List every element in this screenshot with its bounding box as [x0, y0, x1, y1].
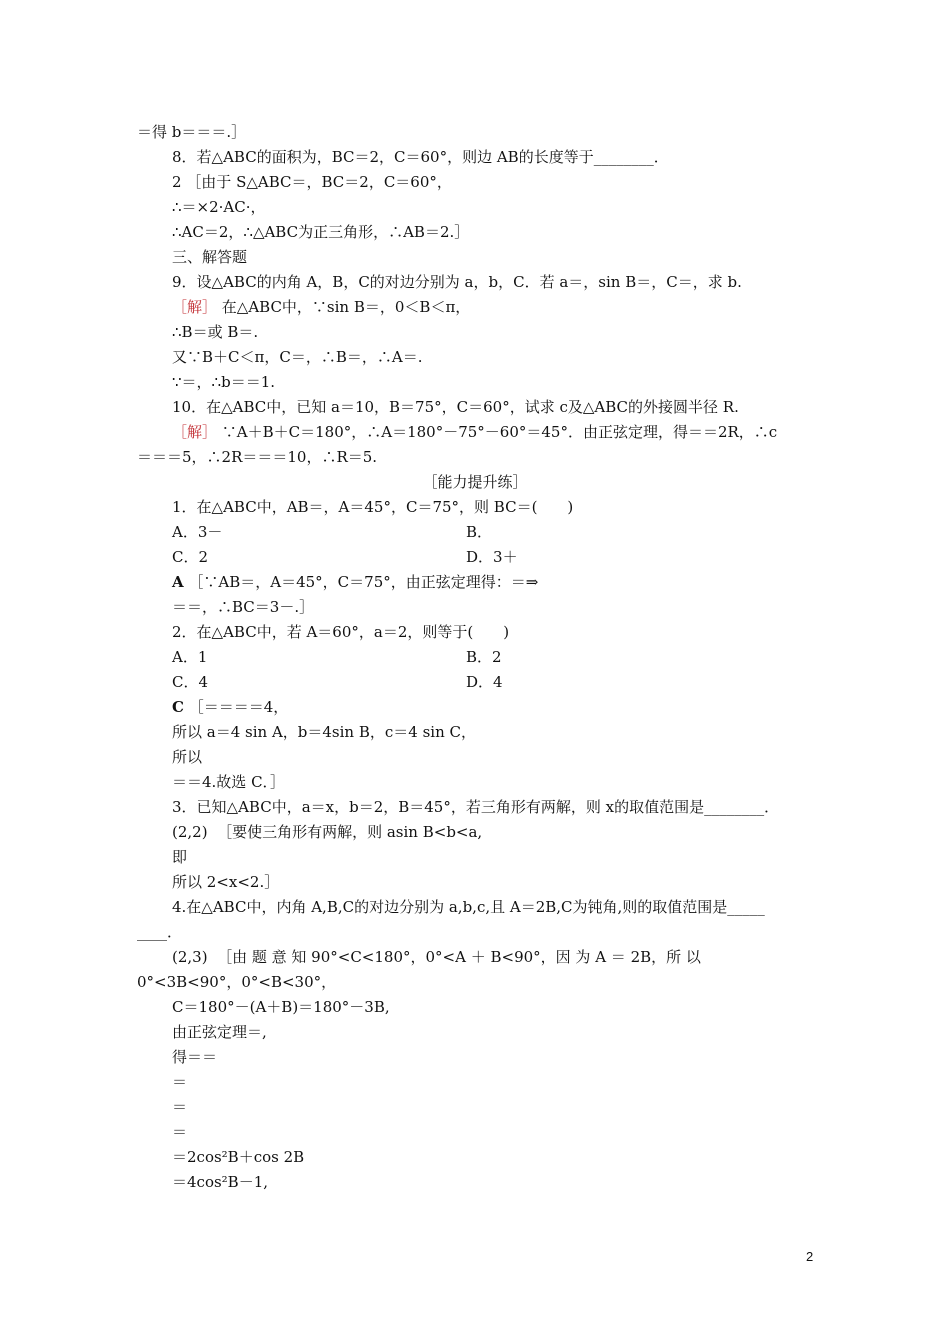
- section-heading: ［能力提升练］: [422, 473, 528, 491]
- answer-letter: A: [172, 573, 184, 591]
- solution-tag: ［解］: [172, 423, 218, 441]
- answer-text: ［∵AB＝，A＝45°，C＝75°，由正弦定理得：＝⇒: [183, 573, 539, 591]
- solution-9: [172, 297, 470, 317]
- answer-2: [172, 697, 288, 717]
- text-line: ＝4cos²B－1,: [172, 1173, 269, 1191]
- text-line: ____．: [137, 923, 183, 941]
- text-line: ＝＝＝5，∴2R＝＝＝10，∴R＝5.: [137, 448, 378, 466]
- text-line: 即: [172, 848, 188, 866]
- text-line: 所以 2<x<2.］: [172, 873, 280, 891]
- question-4: 4.在△ABC中，内角 A,B,C的对边分别为 a,b,c,且 A＝2B,C为钝角,则的取值范围是_____: [172, 898, 765, 916]
- option-b: B．: [466, 523, 493, 541]
- text-line: ＝: [172, 1073, 188, 1091]
- answer-1: [172, 572, 538, 592]
- answer-8: 2 ［由于 S△ABC＝，BC＝2，C＝60°，: [172, 173, 452, 191]
- solution-10: [172, 422, 777, 442]
- option-d: D．3＋: [466, 548, 518, 566]
- text-line: ∴＝×2·AC·，: [172, 198, 266, 216]
- text-line: 又∵B＋C＜π，C＝，∴B＝，∴A＝.: [172, 348, 423, 366]
- text-line: 所以 a＝4 sin A，b＝4sin B，c＝4 sin C，: [172, 723, 476, 741]
- text-line: ＝: [172, 1098, 188, 1116]
- option-a: A．1: [172, 648, 208, 666]
- option-a: A．3－: [172, 523, 223, 541]
- option-d: D．4: [466, 673, 503, 691]
- text-line: 得＝＝: [172, 1048, 218, 1066]
- question-10: 10．在△ABC中，已知 a＝10，B＝75°，C＝60°，试求 c及△ABC的外接圆半径 R.: [172, 398, 739, 416]
- option-b: B．2: [466, 648, 502, 666]
- text-line: 0°<3B<90°，0°<B<30°，: [137, 973, 337, 991]
- solution-text: 在△ABC中，∵sin B＝，0＜B＜π，: [217, 298, 471, 316]
- page-number: 2: [806, 1249, 814, 1264]
- question-3: 3．已知△ABC中，a＝x，b＝2，B＝45°，若三角形有两解，则 x的取值范围是________．: [172, 798, 780, 816]
- text-line: ＝2cos²B＋cos 2B: [172, 1148, 305, 1166]
- text-line: ＝＝，∴BC＝3－.］: [172, 598, 315, 616]
- text-line: 所以: [172, 748, 203, 766]
- question-2: 2．在△ABC中，若 A＝60°，a＝2，则等于( ): [172, 623, 510, 641]
- answer-text: ［＝＝＝＝4，: [183, 698, 289, 716]
- text-line: ∴AC＝2，∴△ABC为正三角形，∴AB＝2.］: [172, 223, 470, 241]
- answer-3: (2,2) ［要使三角形有两解，则 asin B<b<a,: [172, 823, 483, 841]
- question-1: 1．在△ABC中，AB＝，A＝45°，C＝75°，则 BC＝( ): [172, 498, 574, 516]
- section-heading: 三、解答题: [172, 248, 248, 266]
- option-c: C．4: [172, 673, 209, 691]
- text-line: ∴B＝或 B＝.: [172, 323, 259, 341]
- text-line: ＝: [172, 1123, 188, 1141]
- answer-4: (2,3) ［由 题 意 知 90°<C<180°，0°<A ＋ B<90°，因 为 A ＝ 2B，所 以: [172, 948, 701, 966]
- text-line: ＝＝4.故选 C．］: [172, 773, 286, 791]
- text-line: ∵＝，∴b＝＝1.: [172, 373, 276, 391]
- text-line: ＝得 b＝＝＝.］: [137, 123, 247, 141]
- option-c: C．2: [172, 548, 209, 566]
- text-line: 由正弦定理＝,: [172, 1023, 267, 1041]
- solution-tag: ［解］: [172, 298, 218, 316]
- text-line: C＝180°－(A＋B)＝180°－3B,: [172, 998, 390, 1016]
- answer-letter: C: [172, 698, 184, 716]
- question-9: 9．设△ABC的内角 A，B，C的对边分别为 a，b，C．若 a＝，sin B＝，C＝，求 b.: [172, 273, 742, 291]
- solution-text: ∵A＋B＋C＝180°，∴A＝180°－75°－60°＝45°．由正弦定理，得＝＝2R，∴c: [217, 423, 778, 441]
- question-8: 8．若△ABC的面积为，BC＝2，C＝60°，则边 AB的长度等于________．: [172, 148, 669, 166]
